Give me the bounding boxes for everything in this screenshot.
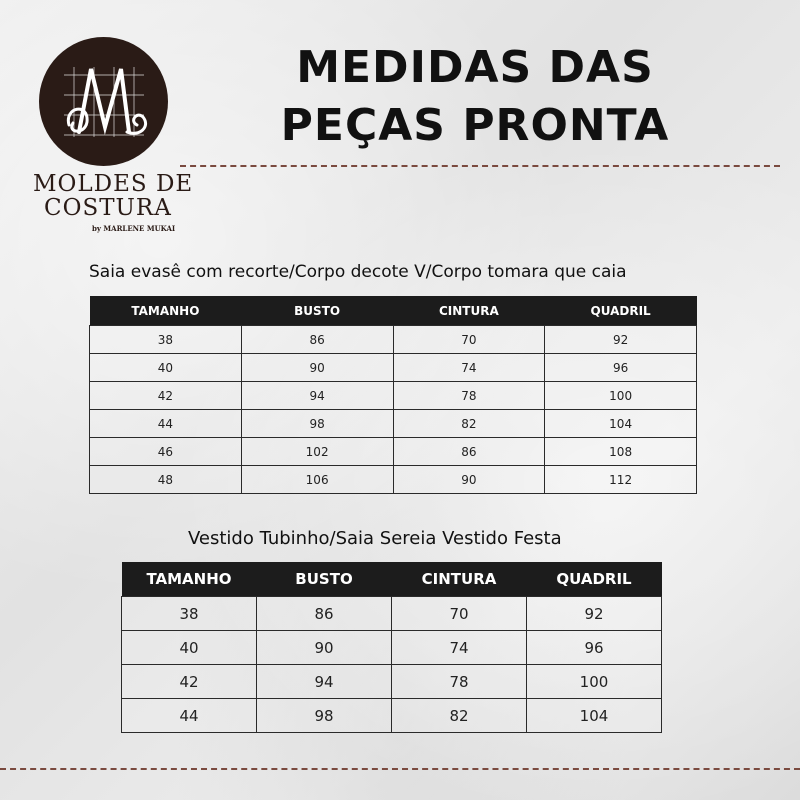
table-cell: 94 — [257, 665, 392, 699]
table-cell: 42 — [90, 382, 242, 410]
table2-header-tamanho: TAMANHO — [122, 562, 257, 597]
table2-caption: Vestido Tubinho/Saia Sereia Vestido Festa — [188, 528, 562, 549]
table-cell: 92 — [545, 326, 697, 354]
table2-header-cintura: CINTURA — [392, 562, 527, 597]
brand-logo — [39, 37, 168, 166]
table-cell: 82 — [393, 410, 545, 438]
table-cell: 100 — [527, 665, 662, 699]
table-cell: 70 — [393, 326, 545, 354]
table-cell: 86 — [393, 438, 545, 466]
table-cell: 94 — [241, 382, 393, 410]
table-cell: 42 — [122, 665, 257, 699]
table-cell: 40 — [90, 354, 242, 382]
page-title-line1: MEDIDAS DAS — [296, 42, 654, 93]
table-row — [122, 665, 662, 699]
top-divider — [180, 165, 780, 167]
table-cell: 78 — [393, 382, 545, 410]
table-row — [122, 597, 662, 631]
table1-header-tamanho: TAMANHO — [90, 296, 242, 326]
table-cell: 74 — [393, 354, 545, 382]
table1-header-quadril: QUADRIL — [545, 296, 697, 326]
table-cell: 90 — [393, 466, 545, 494]
brand-name-line2: COSTURA — [44, 195, 172, 221]
table-cell: 90 — [257, 631, 392, 665]
table-cell: 96 — [527, 631, 662, 665]
table2-header-quadril: QUADRIL — [527, 562, 662, 597]
table-cell: 90 — [241, 354, 393, 382]
table-cell: 82 — [392, 699, 527, 733]
table2-header-busto: BUSTO — [257, 562, 392, 597]
brand-byline: by MARLENE MUKAI — [92, 224, 176, 233]
brand-name-line1: MOLDES DE — [33, 171, 194, 197]
page-title-line2: PEÇAS PRONTA — [280, 100, 670, 151]
table-cell: 38 — [122, 597, 257, 631]
table-row — [122, 699, 662, 733]
table-cell: 86 — [241, 326, 393, 354]
table-cell: 44 — [90, 410, 242, 438]
table-cell: 104 — [527, 699, 662, 733]
table-cell: 74 — [392, 631, 527, 665]
table-cell: 86 — [257, 597, 392, 631]
table-cell: 48 — [90, 466, 242, 494]
table-row — [90, 410, 697, 438]
table-cell: 108 — [545, 438, 697, 466]
table1-caption: Saia evasê com recorte/Corpo decote V/Corpo tomara que caia — [89, 262, 627, 282]
table-cell: 96 — [545, 354, 697, 382]
brand-monogram-icon — [39, 37, 168, 166]
table-cell: 112 — [545, 466, 697, 494]
table-row — [122, 631, 662, 665]
table-row — [90, 382, 697, 410]
table-cell: 106 — [241, 466, 393, 494]
table-cell: 104 — [545, 410, 697, 438]
size-table-2 — [121, 562, 662, 733]
table-cell: 98 — [257, 699, 392, 733]
table-row — [90, 326, 697, 354]
size-table-1 — [89, 296, 697, 494]
bottom-divider — [0, 768, 800, 770]
table-cell: 98 — [241, 410, 393, 438]
table-cell: 102 — [241, 438, 393, 466]
table1-header-busto: BUSTO — [241, 296, 393, 326]
table-cell: 92 — [527, 597, 662, 631]
table-cell: 46 — [90, 438, 242, 466]
table-cell: 40 — [122, 631, 257, 665]
table-cell: 78 — [392, 665, 527, 699]
table-cell: 70 — [392, 597, 527, 631]
table-row — [90, 354, 697, 382]
table-row — [90, 438, 697, 466]
table-row — [90, 466, 697, 494]
table-cell: 44 — [122, 699, 257, 733]
table-cell: 38 — [90, 326, 242, 354]
table-cell: 100 — [545, 382, 697, 410]
table1-header-cintura: CINTURA — [393, 296, 545, 326]
